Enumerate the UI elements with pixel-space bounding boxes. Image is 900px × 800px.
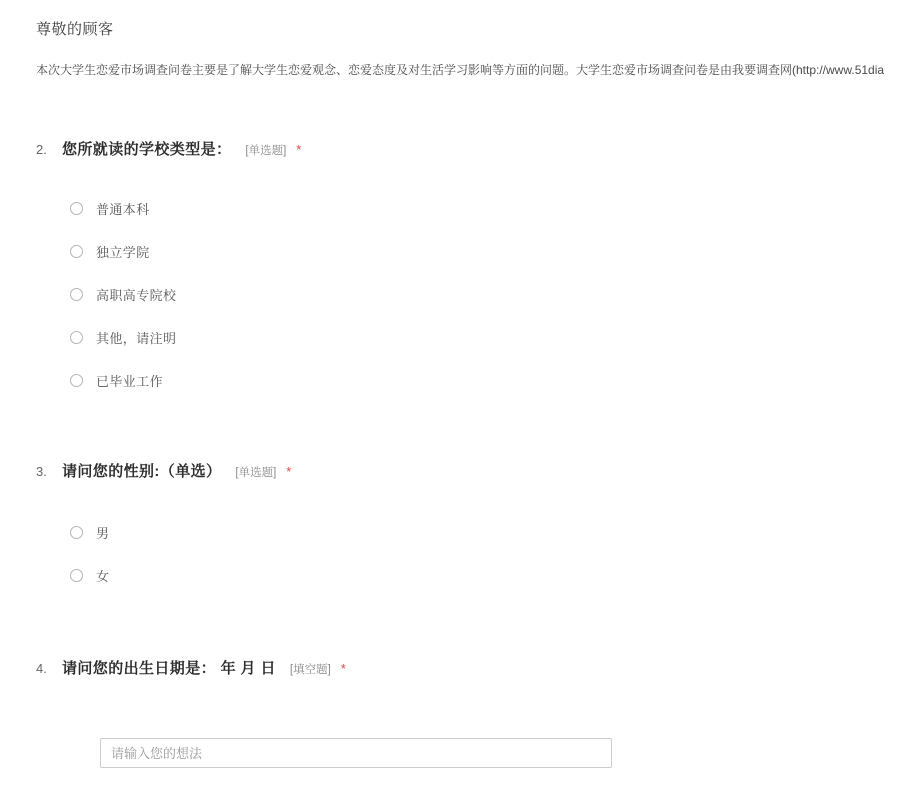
- question-3-type-label: [单选题]: [235, 467, 277, 480]
- option-row[interactable]: [70, 511, 900, 554]
- question-3-title: 请问您的性别:（单选）: [62, 463, 222, 481]
- answer-text-input[interactable]: [100, 738, 612, 768]
- question-2-title: 您所就读的学校类型是：: [62, 141, 232, 159]
- question-4-answer-area: [36, 738, 900, 768]
- salutation-text: 尊敬的顾客: [36, 21, 114, 38]
- radio-button-icon[interactable]: [70, 526, 83, 539]
- option-label: 高职高专院校: [96, 288, 177, 304]
- radio-button-icon[interactable]: [70, 202, 83, 215]
- option-label: 女: [96, 569, 110, 585]
- question-block-4: [0, 657, 900, 768]
- option-label: 已毕业工作: [96, 374, 164, 390]
- question-2-required-mark: *: [296, 142, 302, 158]
- radio-button-icon[interactable]: [70, 288, 83, 301]
- question-3-required-mark: *: [286, 464, 292, 480]
- question-4-required-mark: *: [340, 661, 346, 677]
- radio-button-icon[interactable]: [70, 245, 83, 258]
- question-3-number: 3.: [36, 464, 47, 480]
- option-label: 其他，请注明: [96, 331, 177, 347]
- question-block-2: [0, 138, 900, 402]
- radio-button-icon[interactable]: [70, 331, 83, 344]
- question-4-title: 请问您的出生日期是： 年 月 日: [62, 660, 276, 678]
- question-2-number: 2.: [36, 142, 47, 158]
- option-row[interactable]: [70, 273, 900, 316]
- question-2-header: [36, 138, 900, 159]
- option-row[interactable]: [70, 359, 900, 402]
- question-4-header: [36, 657, 900, 678]
- option-row[interactable]: [70, 316, 900, 359]
- option-label: 男: [96, 526, 110, 542]
- option-label: 独立学院: [96, 245, 150, 261]
- question-2-type-label: [单选题]: [245, 145, 287, 158]
- question-4-number: 4.: [36, 661, 47, 677]
- question-block-3: [0, 460, 900, 597]
- option-row[interactable]: [70, 187, 900, 230]
- question-3-header: [36, 460, 900, 481]
- option-row[interactable]: [70, 554, 900, 597]
- radio-button-icon[interactable]: [70, 569, 83, 582]
- option-label: 普通本科: [96, 202, 150, 218]
- radio-button-icon[interactable]: [70, 374, 83, 387]
- survey-intro-text: 本次大学生恋爱市场调查问卷主要是了解大学生恋爱观念、恋爱态度及对生活学习影响等方面的问题。大学生恋爱市场调查问卷是由我要调查网(http://www.51dia: [36, 63, 885, 77]
- question-2-options: [36, 187, 900, 402]
- question-3-options: [36, 511, 900, 597]
- question-4-type-label: [填空题]: [289, 664, 331, 677]
- option-row[interactable]: [70, 230, 900, 273]
